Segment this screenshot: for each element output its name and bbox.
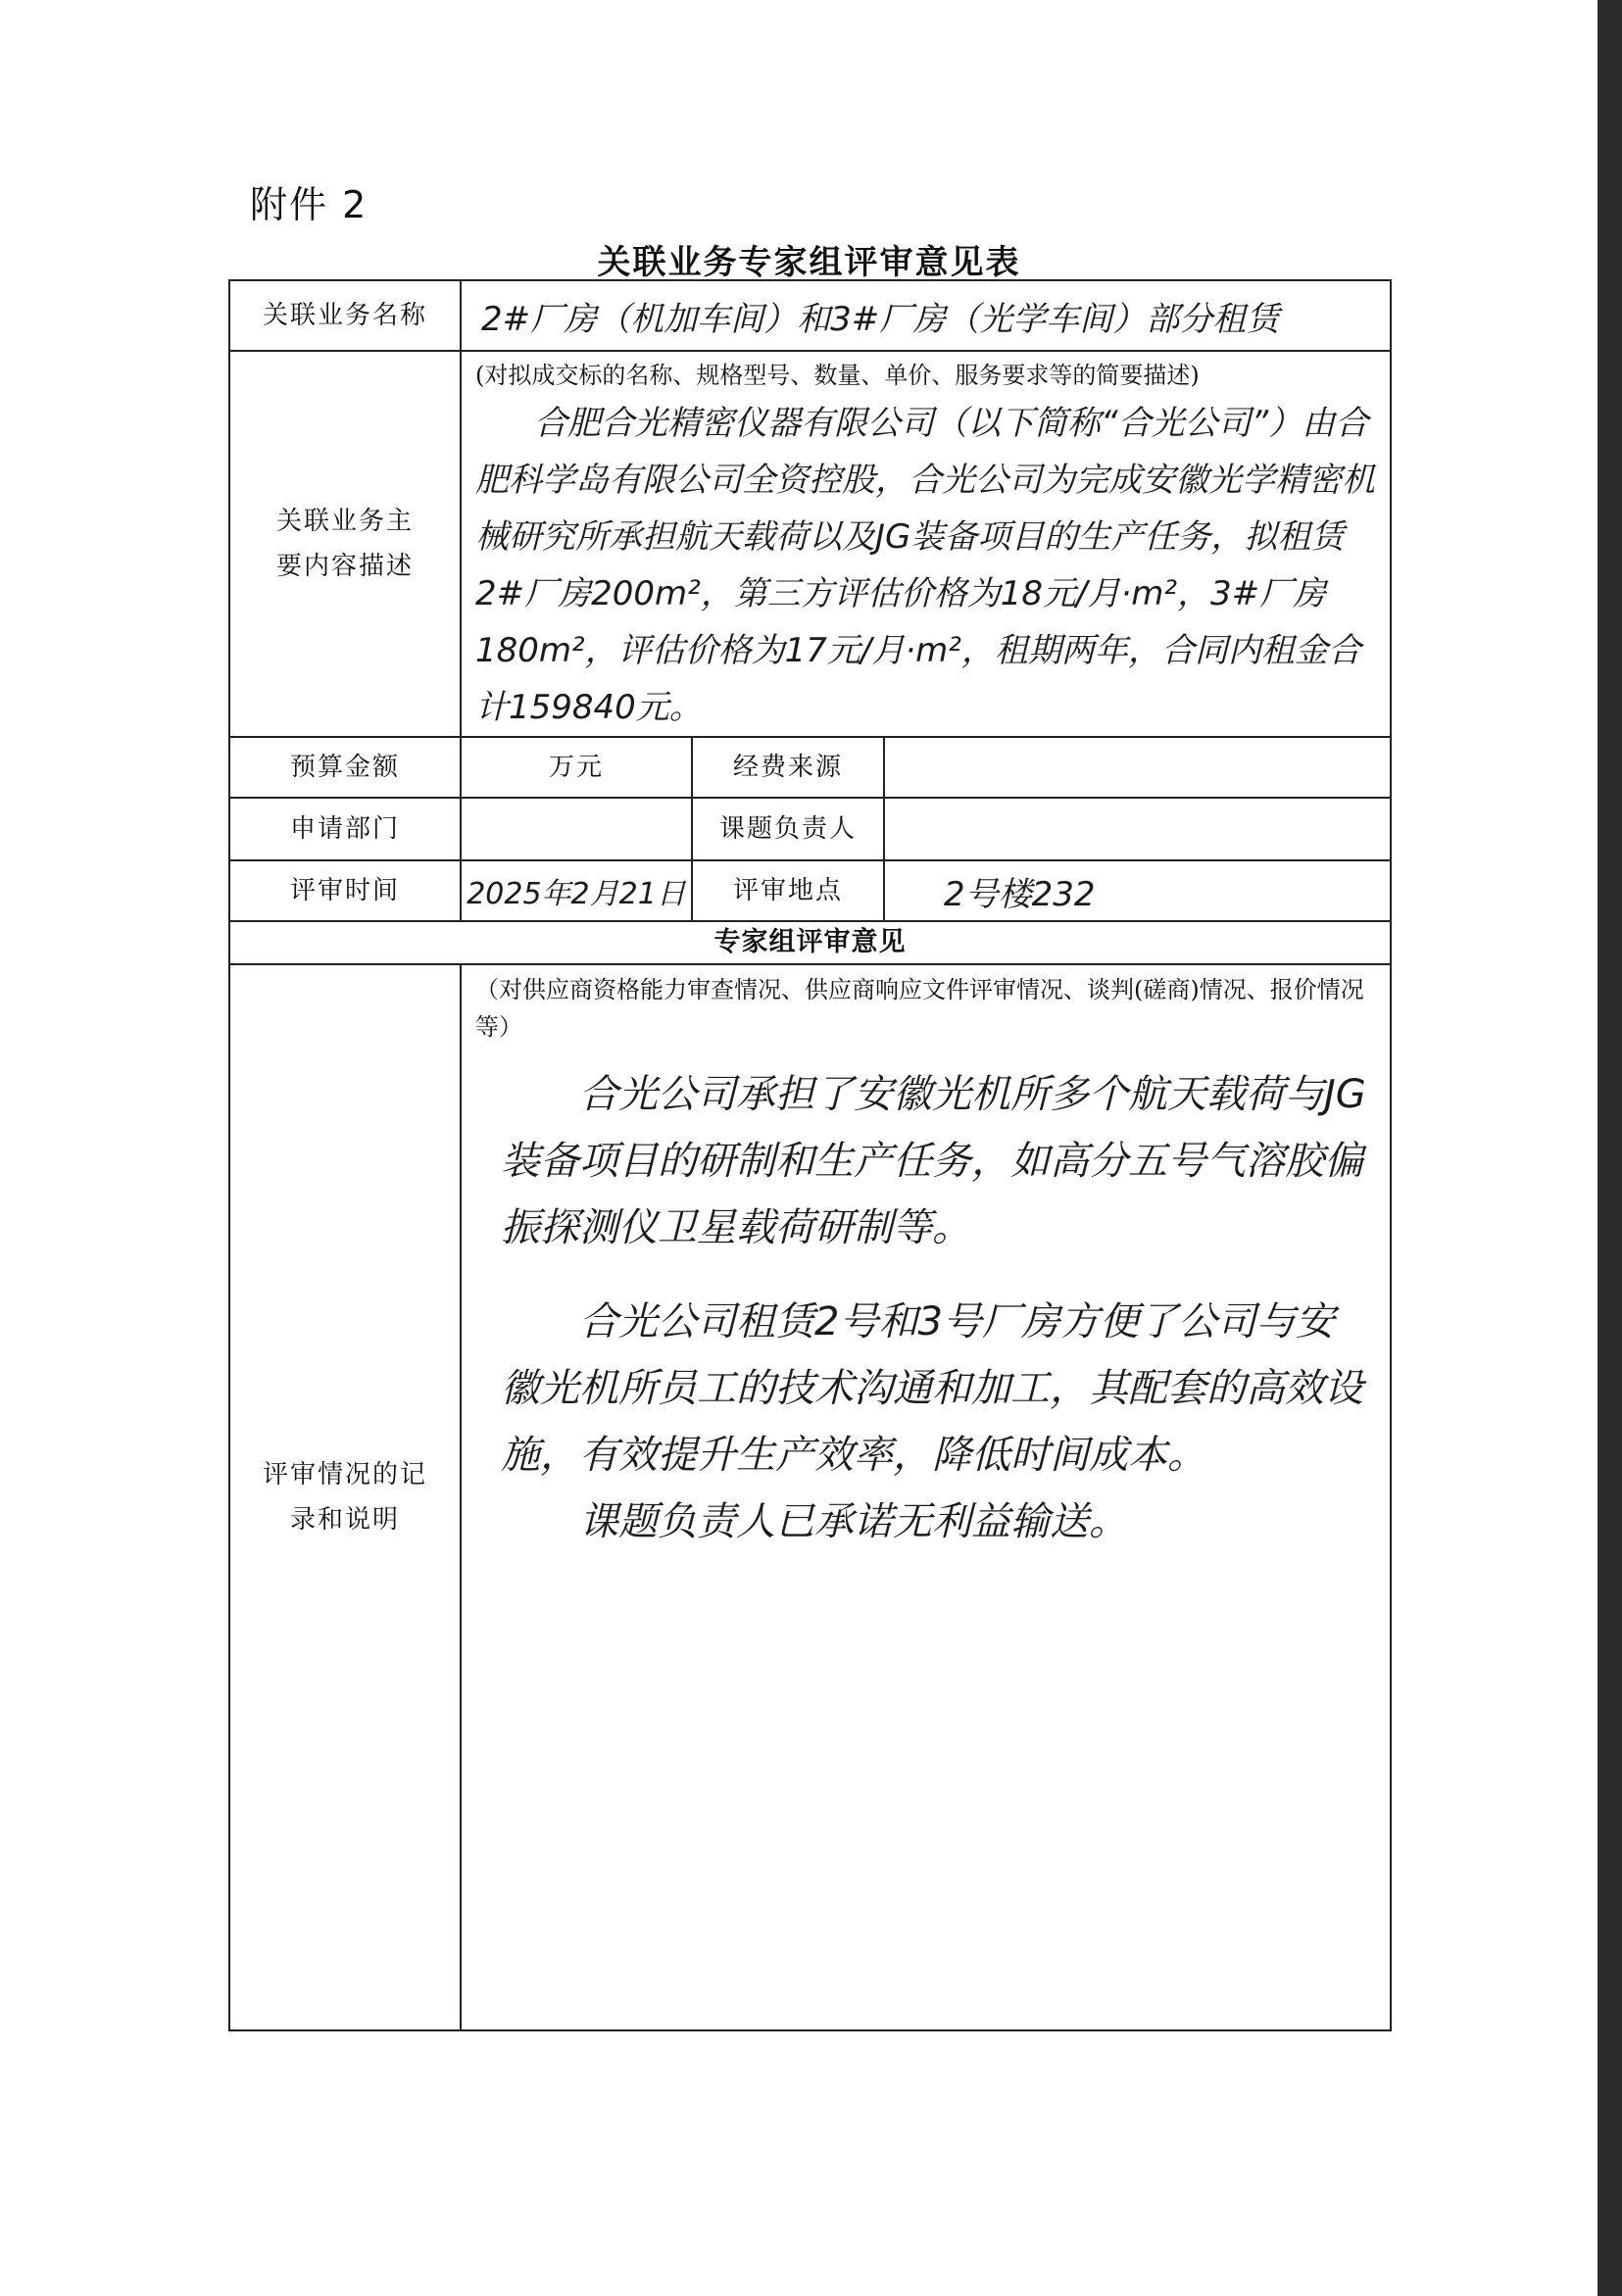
review-location-label: 评审地点 <box>692 860 884 921</box>
review-time-row <box>229 860 1391 921</box>
review-location-value: 2号楼232 <box>944 874 1096 914</box>
department-label: 申请部门 <box>229 798 461 860</box>
review-record-row <box>229 964 1391 2030</box>
opinion-section-title: 专家组评审意见 <box>229 921 1391 964</box>
funding-source-label: 经费来源 <box>692 737 884 798</box>
attachment-label: 附件 2 <box>250 183 369 226</box>
business-description-value: 合肥合光精密仪器有限公司（以下简称“合光公司”）由合肥科学岛有限公司全资控股，合光公司为完成安徽光学精密机械研究所承担航天载荷以及JG装备项目的生产任务，拟租赁2#厂房200m²，第三方评估价格为18元/月·m²，3#厂房180m²，评估价格为17元/月·m²，租期两年，合同内租金合计159840元。 <box>475 404 1375 727</box>
business-description-hint: (对拟成交标的名称、规格型号、数量、单价、服务要求等的简要描述) <box>475 362 1200 389</box>
project-leader-field[interactable] <box>884 798 1391 860</box>
business-name-label: 关联业务名称 <box>229 280 461 351</box>
business-description-label <box>229 351 461 737</box>
budget-label: 预算金额 <box>229 737 461 798</box>
project-leader-label: 课题负责人 <box>692 798 884 860</box>
department-row <box>229 798 1391 860</box>
business-description-row <box>229 351 1391 737</box>
review-time-field[interactable] <box>461 860 692 921</box>
budget-unit: 万元 <box>548 753 604 782</box>
page-title: 关联业务专家组评审意见表 <box>597 243 1021 282</box>
review-time-value: 2025年2月21日 <box>467 877 686 911</box>
review-form-table <box>228 279 1392 2031</box>
business-name-row <box>229 280 1391 351</box>
review-record-hint: （对供应商资格能力审查情况、供应商响应文件评审情况、谈判(磋商)情况、报价情况等） <box>475 976 1364 1041</box>
business-name-value: 2#厂房（机加车间）和3#厂房（光学车间）部分租赁 <box>481 299 1280 339</box>
review-paragraph-2: 合光公司租赁2号和3号厂房方便了公司与安徽光机所员工的技术沟通和加工，其配套的高效设施，有效提升生产效率，降低时间成本。 <box>501 1299 1363 1478</box>
review-record-label-text: 评审情况的记录和说明 <box>262 1460 427 1535</box>
review-paragraph-3: 课题负责人已承诺无利益输送。 <box>579 1499 1128 1544</box>
business-description-field[interactable] <box>461 351 1391 737</box>
budget-field[interactable] <box>461 737 692 798</box>
review-record-label <box>229 964 461 2030</box>
review-location-field[interactable] <box>884 860 1391 921</box>
review-time-label: 评审时间 <box>229 860 461 921</box>
budget-row <box>229 737 1391 798</box>
review-record-field[interactable] <box>461 964 1391 2030</box>
business-description-label-text: 关联业务主要内容描述 <box>275 507 414 581</box>
opinion-section-row <box>229 921 1391 964</box>
scan-page-edge <box>1597 0 1622 2296</box>
business-name-field[interactable] <box>461 280 1391 351</box>
review-paragraph-1: 合光公司承担了安徽光机所多个航天载荷与JG装备项目的研制和生产任务，如高分五号气溶胶偏振探测仪卫星载荷研制等。 <box>501 1072 1366 1250</box>
department-field[interactable] <box>461 798 692 860</box>
funding-source-field[interactable] <box>884 737 1391 798</box>
